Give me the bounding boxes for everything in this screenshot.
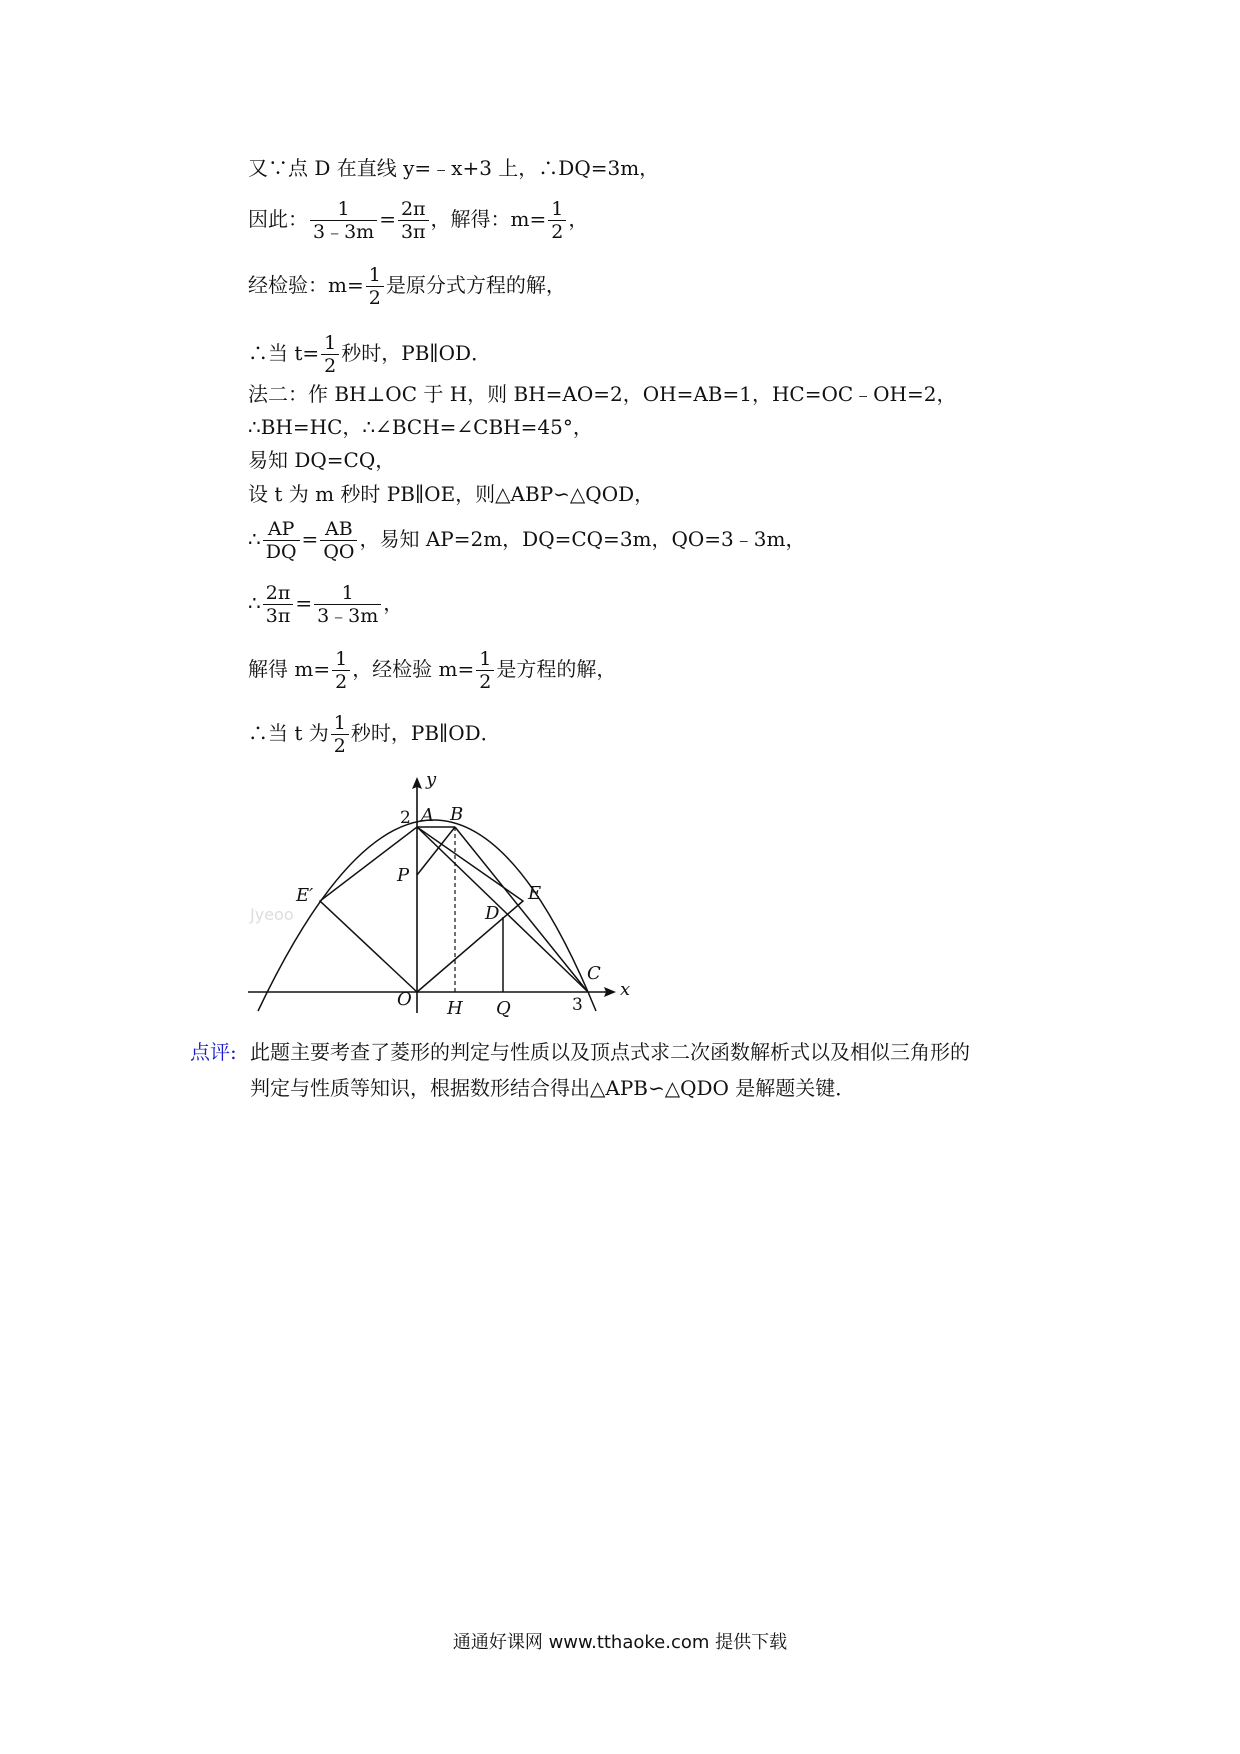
label-two: 2	[400, 808, 411, 828]
fraction: $\frac{1}{3﹣3m}$	[310, 198, 377, 243]
label-e-prime: E′	[296, 885, 314, 906]
fraction: $\frac{2\pi}{3\pi}$	[263, 582, 294, 627]
fraction: $\frac{2\pi}{3\pi}$	[398, 198, 429, 243]
solution-line-7: 易知 DQ=CQ，	[248, 448, 396, 472]
remark-line-2: 判定与性质等知识，根据数形结合得出△APB∽△QDO 是解题关键．	[250, 1076, 856, 1100]
solution-line-9: ∴ $\frac{AP}{DQ}$ = $\frac{AB}{QO}$ ，易知 AP=2m，DQ=CQ=3m，QO=3﹣3m，	[248, 518, 806, 563]
solution-line-2: 因此： $\frac{1}{3﹣3m}$ = $\frac{2\pi}{3\pi}$ ，解得：m= $\frac{1}{2}$ ，	[248, 198, 589, 243]
solution-line-1: 又∵点 D 在直线 y=﹣x+3 上，∴DQ=3m，	[248, 156, 660, 180]
parabola	[258, 820, 596, 1011]
label-a: A	[421, 805, 434, 826]
fraction: $\frac{1}{2}$	[331, 712, 349, 757]
solution-line-11: 解得 m= $\frac{1}{2}$ ，经检验 m= $\frac{1}{2}$ 是方程的解，	[248, 648, 617, 693]
solution-line-5: 法二：作 BH⊥OC 于 H，则 BH=AO=2，OH=AB=1，HC=OC﹣OH=2，	[248, 382, 957, 406]
fraction: $\frac{1}{2}$	[476, 648, 494, 693]
fraction: $\frac{1}{2}$	[332, 648, 350, 693]
label-e: E	[528, 883, 542, 904]
label-h: H	[447, 998, 463, 1019]
label-b: B	[450, 804, 464, 825]
solution-line-3: 经检验：m= $\frac{1}{2}$ 是原分式方程的解，	[248, 264, 566, 309]
remark-line-1: 此题主要考查了菱形的判定与性质以及顶点式求二次函数解析式以及相似三角形的	[250, 1040, 970, 1064]
segment-bc	[455, 827, 587, 991]
watermark: Jyeoo	[250, 905, 294, 924]
remark-label: 点评:	[190, 1040, 237, 1064]
solution-line-6: ∴BH=HC，∴∠BCH=∠CBH=45°，	[248, 415, 593, 439]
label-c: C	[587, 963, 601, 984]
label-x: x	[620, 979, 630, 1000]
solution-line-12: ∴当 t 为 $\frac{1}{2}$ 秒时，PB∥OD．	[248, 712, 501, 757]
label-o: O	[397, 989, 412, 1010]
fraction: $\frac{1}{2}$	[321, 332, 339, 377]
geometry-figure	[240, 765, 630, 1025]
fraction: $\frac{AB}{QO}$	[320, 518, 357, 563]
label-three: 3	[572, 995, 583, 1015]
segment-pb	[417, 827, 455, 875]
footer: 通通好课网 www.tthaoke.com 提供下载	[452, 1632, 788, 1653]
fraction: $\frac{1}{3﹣3m}$	[314, 582, 381, 627]
label-p: P	[397, 865, 410, 886]
fraction: $\frac{1}{2}$	[548, 198, 566, 243]
solution-line-10: ∴ $\frac{2\pi}{3\pi}$ = $\frac{1}{3﹣3m}$ ，	[248, 582, 404, 627]
solution-line-4: ∴当 t= $\frac{1}{2}$ 秒时，PB∥OD．	[248, 332, 492, 377]
fraction: $\frac{1}{2}$	[366, 264, 384, 309]
label-q: Q	[496, 998, 511, 1019]
fraction: $\frac{AP}{DQ}$	[263, 518, 300, 563]
label-d: D	[485, 903, 500, 924]
solution-line-8: 设 t 为 m 秒时 PB∥OE，则△ABP∽△QOD，	[248, 482, 655, 506]
label-y: y	[426, 769, 437, 790]
